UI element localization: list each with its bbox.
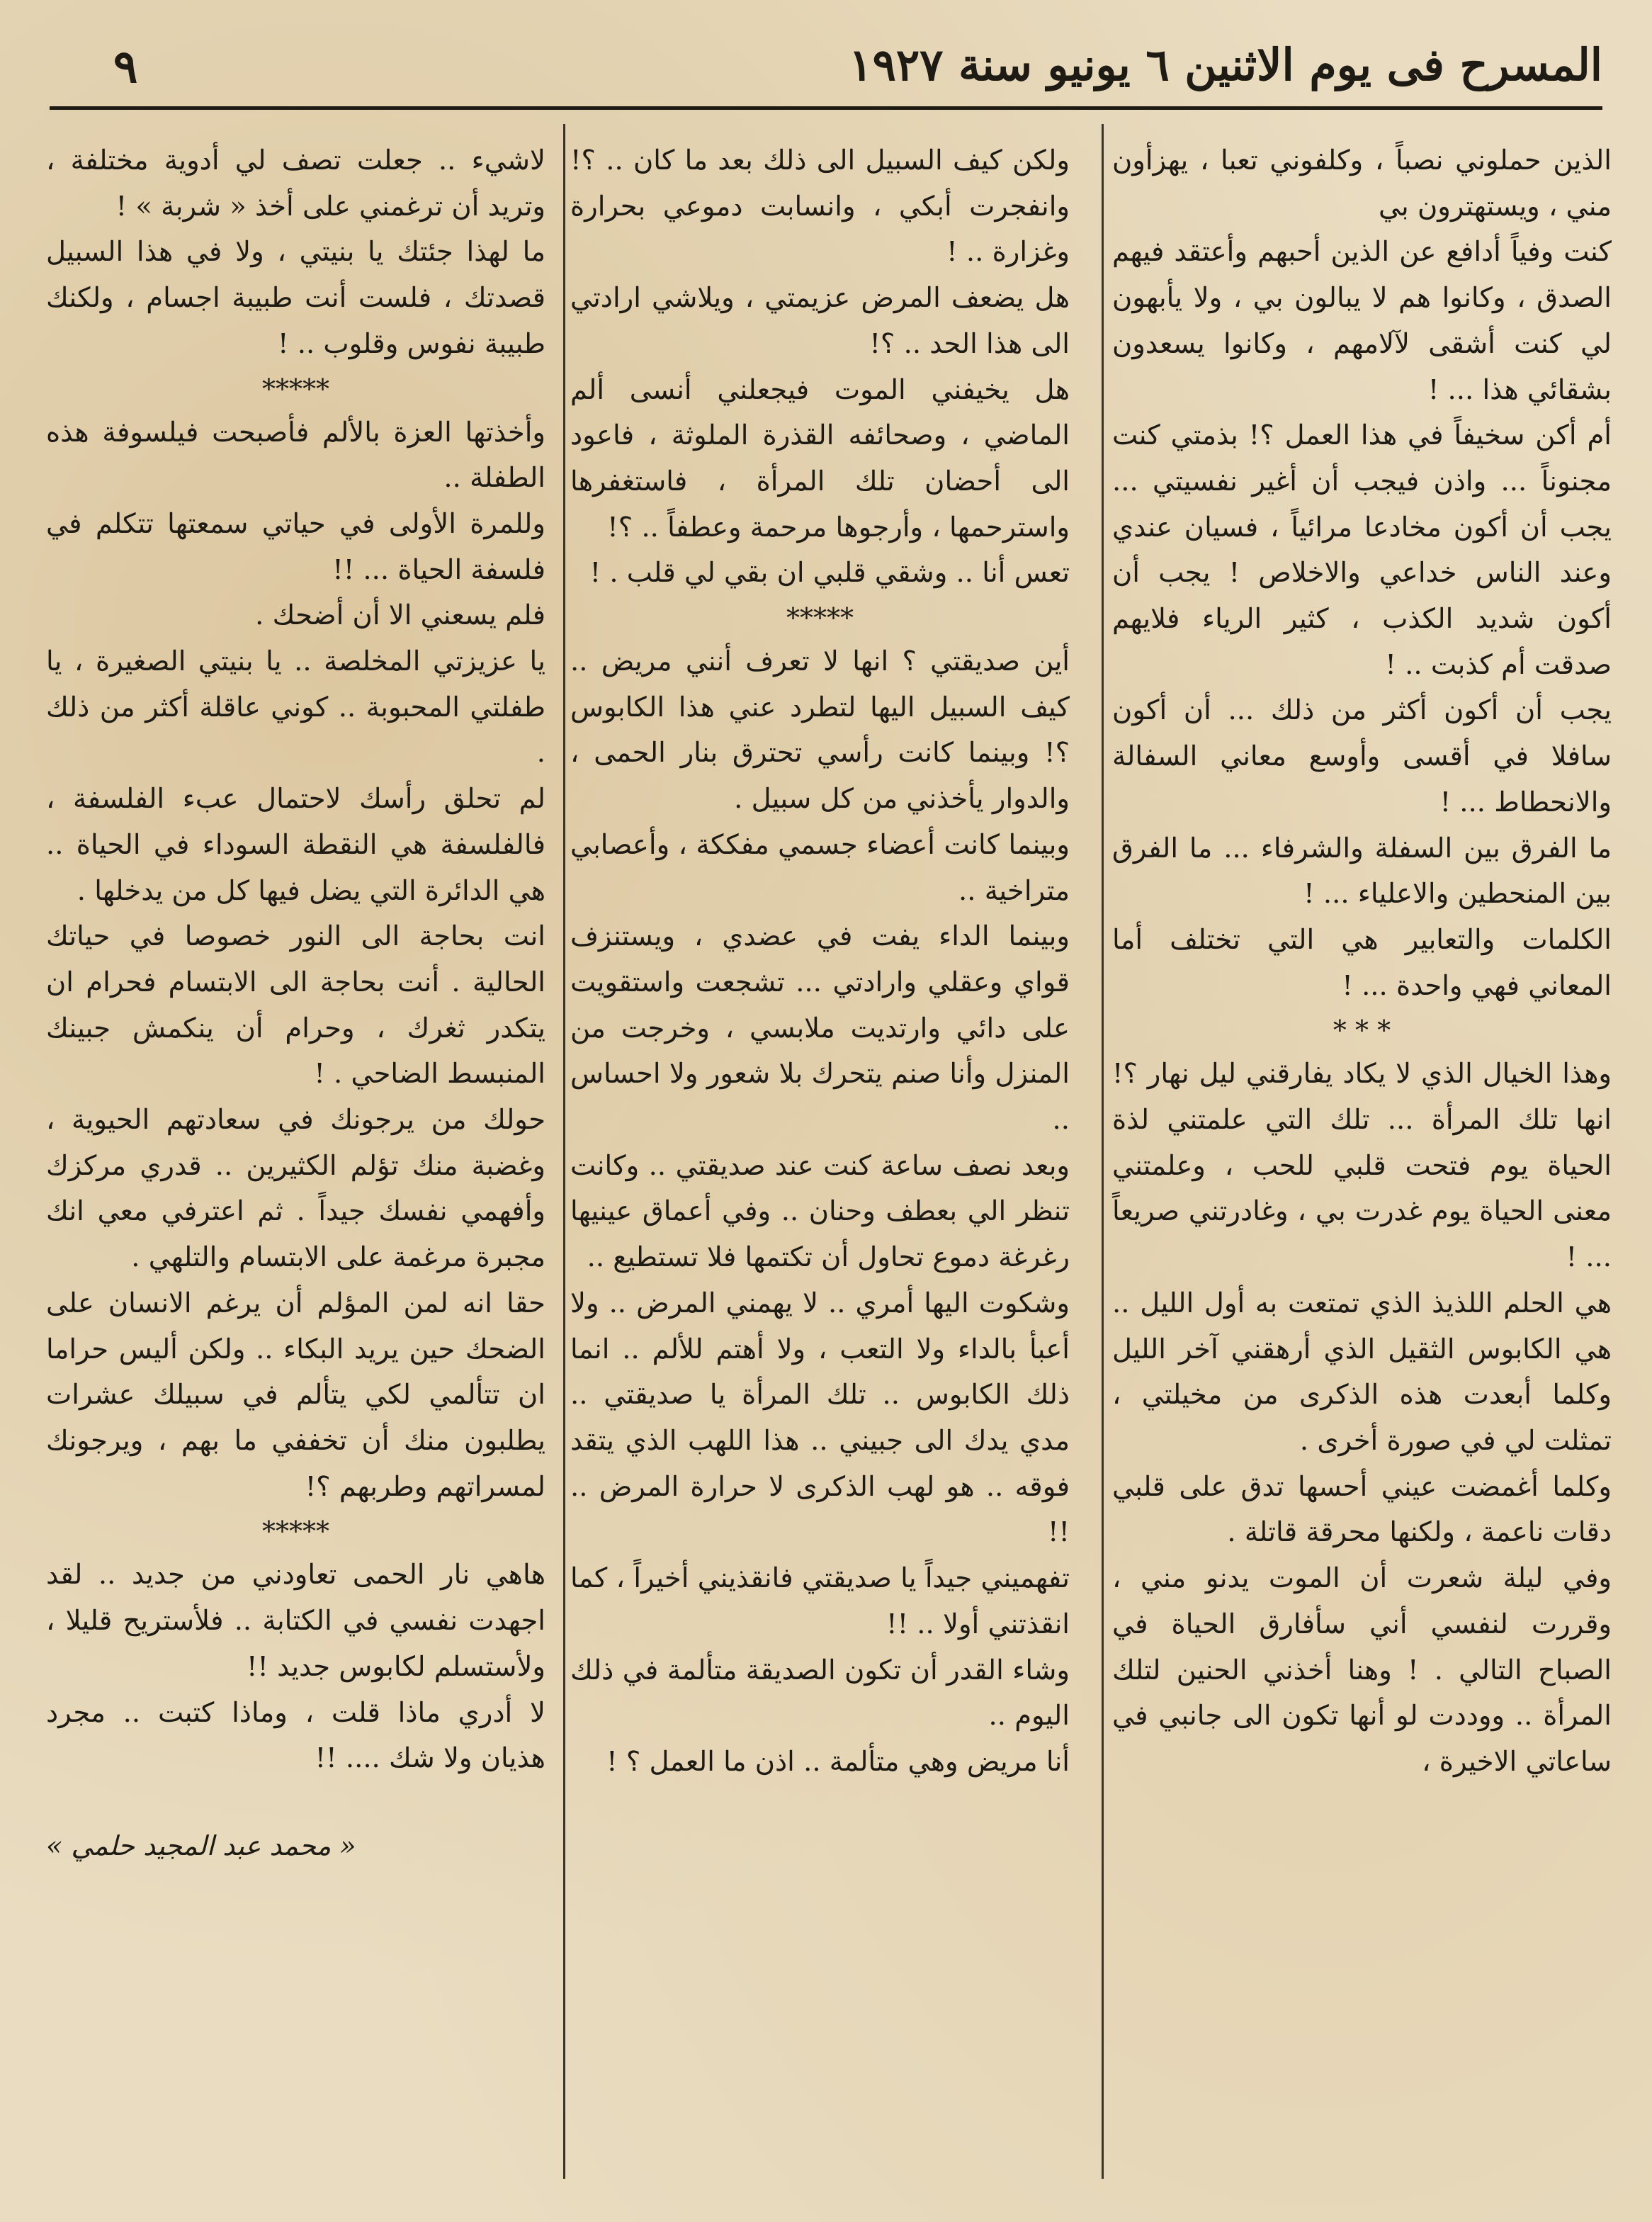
section-separator: * * *: [1333, 1015, 1391, 1047]
page-number: ٩: [113, 40, 138, 94]
column-divider: [563, 124, 565, 2179]
column-divider: [1102, 124, 1104, 2179]
paragraph: حولك من يرجونك في سعادتهم الحيوية ، وغضبة منك تؤلم الكثيرين .. قدري مركزك وأفهمي نفسك جيداً . ثم اعترفي معي انك مجبرة مرغمة على الابتسام والتلهي .: [46, 1104, 545, 1274]
author-signature: « محمد عبد المجيد حلمي »: [46, 1829, 356, 1861]
paragraph: وفي ليلة شعرت أن الموت يدنو مني ، وقررت لنفسي أني سأفارق الحياة في الصباح التالي . ! وهنا أخذني الحنين لتلك المرأة .. ووددت لو أنها تكون الى جانبي في ساعاتي الاخيرة ،: [1112, 1562, 1612, 1778]
paragraph: ما لهذا جئتك يا بنيتي ، ولا في هذا السبيل قصدتك ، فلست أنت طبيبة اجسام ، ولكنك طبيبة نفوس وقلوب .. !: [46, 236, 545, 360]
paragraph: هي الحلم اللذيذ الذي تمتعت به أول الليل .. هي الكابوس الثقيل الذي أرهقني آخر الليل وكلما أبعدت هذه الذكرى من مخيلتي ، تمثلت لي في صورة أخرى .: [1112, 1287, 1612, 1457]
paragraph: انت بحاجة الى النور خصوصا في حياتك الحالية . أنت بحاجة الى الابتسام فحرام ان يتكدر ثغرك ، وحرام أن ينكمش جبينك المنبسط الضاحي . !: [46, 920, 545, 1090]
paragraph: وللمرة الأولى في حياتي سمعتها تتكلم في فلسفة الحياة ... !!: [46, 507, 545, 586]
paragraph: تفهميني جيداً يا صديقتي فانقذيني أخيراً ، كما انقذتني أولا .. !!: [570, 1562, 1070, 1640]
paragraph: وبعد نصف ساعة كنت عند صديقتي .. وكانت تنظر الي بعطف وحنان .. وفي أعماق عينيها رغرغة دموع تحاول أن تكتمها فلا تستطيع ..: [570, 1149, 1070, 1274]
header-rule: [50, 106, 1602, 110]
paragraph: وأخذتها العزة بالألم فأصبحت فيلسوفة هذه الطفلة ..: [46, 416, 545, 495]
paragraph: كنت وفياً أدافع عن الذين أحبهم وأعتقد فيهم الصدق ، وكانوا هم لا يبالون بي ، ولا يأبهون لي كنت أشقى لآلامهم ، وكانوا يسعدون بشقائي هذا ... !: [1112, 236, 1612, 406]
paragraph: أم أكن سخيفاً في هذا العمل ؟! بذمتي كنت مجنوناً ... واذن فيجب أن أغير نفسيتي ... يجب أن أكون مخادعا مرائياً ، فسيان عندي وعند الناس خداعي والاخلاص ! يجب أن أكون شديد الكذب ، كثير الرياء فلايهم صدقت أم كذبت .. !: [1112, 419, 1612, 681]
paragraph: وكلما أغمضت عيني أحسها تدق على قلبي دقات ناعمة ، ولكنها محرقة قاتلة .: [1112, 1470, 1612, 1549]
paragraph: تعس أنا .. وشقي قلبي ان بقي لي قلب . !: [589, 557, 1070, 590]
paragraph: وبينما الداء يفت في عضدي ، ويستنزف قواي وعقلي وارادتي ... تشجعت واستقويت على دائي وارتديت ملابسي ، وخرجت من المنزل وأنا صنم يتحرك بلا شعور ولا احساس ..: [570, 920, 1070, 1137]
paragraph: وشكوت اليها أمري .. لا يهمني المرض .. ولا أعبأ بالداء ولا التعب ، ولا أهتم للألم .. انما ذلك الكابوس .. تلك المرأة يا صديقتي .. مدي يدك الى جبيني .. هذا اللهب الذي يتقد فوقه .. هو لهب الذكرى لا حرارة المرض .. !!: [570, 1287, 1070, 1549]
section-separator: *****: [786, 602, 854, 634]
paragraph: ما الفرق بين السفلة والشرفاء ... ما الفرق بين المنحطين والاعلياء ... !: [1112, 832, 1612, 910]
page-header: [50, 39, 1602, 106]
paragraph: حقا انه لمن المؤلم أن يرغم الانسان على الضحك حين يريد البكاء .. ولكن أليس حراما ان تتألمي لكي يتألم في سبيلك عشرات يطلبون منك أن تخففي ما بهم ، ويرجونك لمسراتهم وطربهم ؟!: [46, 1287, 545, 1503]
paragraph: يجب أن أكون أكثر من ذلك ... أن أكون سافلا في أقسى وأوسع معاني السفالة والانحطاط ... !: [1112, 694, 1612, 818]
article-column-left: [46, 138, 545, 1874]
paragraph: يا عزيزتي المخلصة .. يا بنيتي الصغيرة ، يا طفلتي المحبوبة .. كوني عاقلة أكثر من ذلك .: [46, 645, 545, 769]
paragraph: هاهي نار الحمى تعاودني من جديد .. لقد اجهدت نفسي في الكتابة .. فلأستريح قليلا ، ولأستسلم لكابوس جديد !!: [46, 1559, 545, 1683]
section-separator: *****: [262, 1516, 329, 1547]
paragraph: الذين حملوني نصباً ، وكلفوني تعبا ، يهزأون مني ، ويستهترون بي: [1112, 145, 1612, 222]
paragraph: فلم يسعني الا أن أضحك .: [255, 599, 545, 632]
paragraph: أين صديقتي ؟ انها لا تعرف أنني مريض .. كيف السبيل اليها لتطرد عني هذا الكابوس ؟! وبينما كانت رأسي تحترق بنار الحمى ، والدوار يأخذني من كل سبيل .: [570, 645, 1070, 816]
paragraph: لاشيء .. جعلت تصف لي أدوية مختلفة ، وتريد أن ترغمني على أخذ « شربة » !: [46, 145, 545, 222]
paragraph: وبينما كانت أعضاء جسمي مفككة ، وأعصابي متراخية ..: [570, 828, 1070, 907]
article-column-middle: [570, 138, 1070, 1786]
paragraph: هل يخيفني الموت فيجعلني أنسى ألم الماضي ، وصحائفه القذرة الملوثة ، فاعود الى أحضان تلك المرأة ، فاستغفرها واسترحمها ، وأرجوها مرحمة وعطفاً .. ؟!: [570, 373, 1070, 543]
paragraph: وهذا الخيال الذي لا يكاد يفارقني ليل نهار ؟! انها تلك المرأة ... تلك التي علمتني لذة الحياة يوم فتحت قلبي للحب ، وعلمتني معنى الحياة يوم غدرت بي ، وغادرتني صريعاً ... !: [1112, 1058, 1612, 1274]
paragraph: وشاء القدر أن تكون الصديقة متألمة في ذلك اليوم ..: [570, 1654, 1070, 1732]
paragraph: لا أدري ماذا قلت ، وماذا كتبت .. مجرد هذيان ولا شك .... !!: [46, 1696, 545, 1775]
section-separator: *****: [262, 373, 329, 405]
paragraph: لم تحلق رأسك لاحتمال عبء الفلسفة ، فالفلسفة هي النقطة السوداء في الحياة .. هي الدائرة التي يضل فيها كل من يدخلها .: [46, 783, 545, 907]
header-title: المسرح فى يوم الاثنين ٦ يونيو سنة ١٩٢٧: [849, 39, 1602, 91]
article-column-right: [1112, 138, 1612, 1786]
paragraph: أنا مريض وهي متألمة .. اذن ما العمل ؟ !: [606, 1745, 1070, 1778]
paragraph: ولكن كيف السبيل الى ذلك بعد ما كان .. ؟! وانفجرت أبكي ، وانسابت دموعي بحرارة وغزارة .. !: [570, 145, 1070, 269]
paragraph: هل يضعف المرض عزيمتي ، ويلاشي ارادتي الى هذا الحد .. ؟!: [570, 282, 1070, 360]
paragraph: الكلمات والتعابير هي التي تختلف أما المعاني فهي واحدة ... !: [1112, 923, 1612, 1002]
